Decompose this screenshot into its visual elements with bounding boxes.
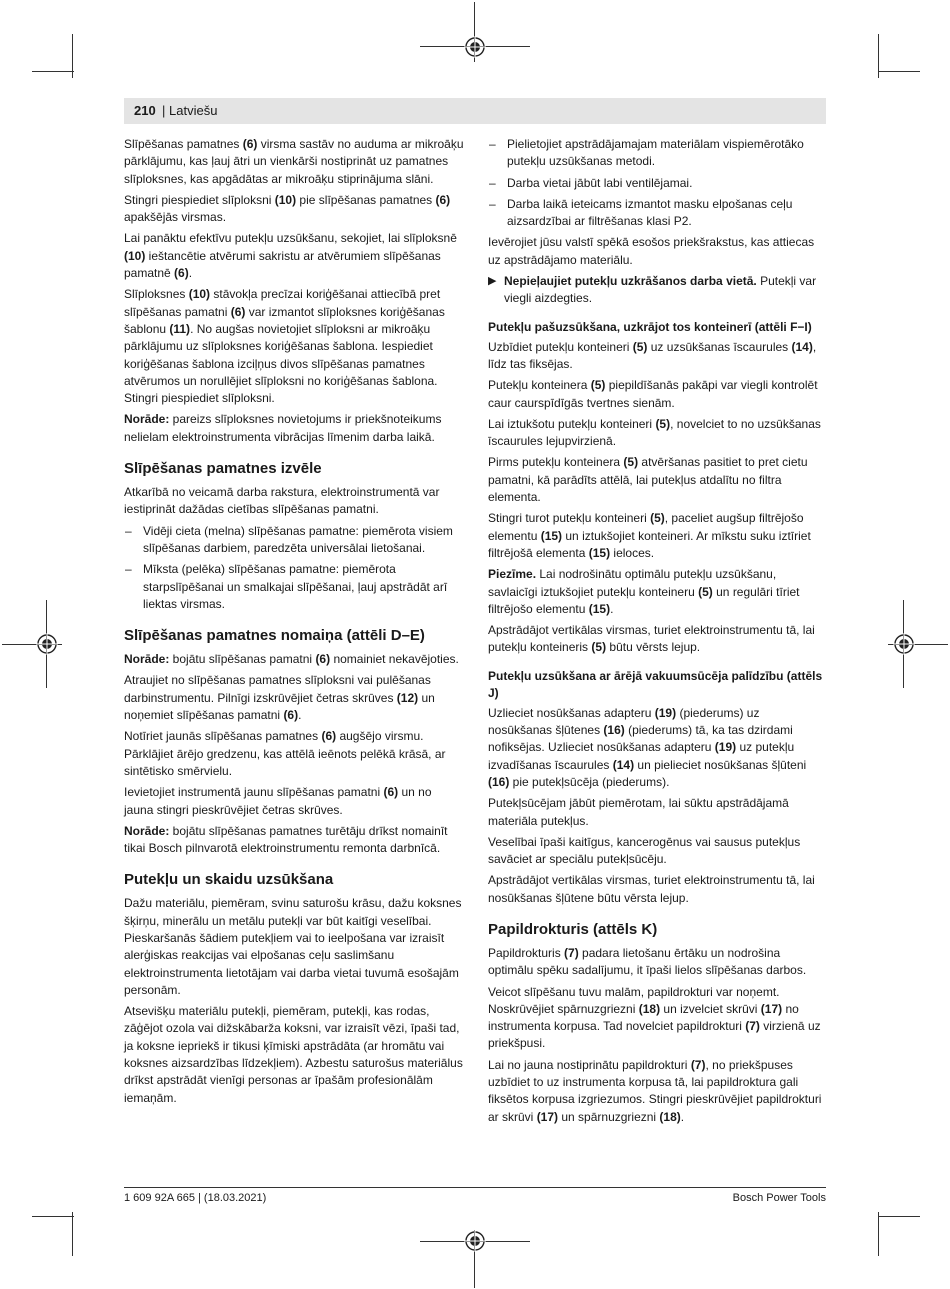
dash-bullet-icon: – bbox=[125, 562, 132, 577]
section-heading: Putekļu un skaidu uzsūkšana bbox=[124, 871, 334, 889]
dash-bullet-icon: – bbox=[489, 137, 496, 151]
paragraph: Norāde: bojātu slīpēšanas pamatnes turētāju drīkst nomainīt tikai Bosch pilnvarotā elektroinstrumentu remonta darbnīcā. bbox=[124, 823, 448, 856]
section-heading: Putekļu uzsūkšana ar ārējā vakuumsūcēja palīdzību (attēls J) bbox=[488, 668, 823, 700]
paragraph: Apstrādājot vertikālas virsmas, turiet elektroinstrumentu tā, lai putekļu konteineris (5) būtu vērsts lejup. bbox=[488, 623, 815, 655]
footer-rule bbox=[124, 1187, 826, 1188]
dash-list-item bbox=[124, 523, 464, 558]
paragraph: Uzlieciet nosūkšanas adapteru (19) (piederums) uz nosūkšanas šļūtenes (16) (piederums) tā, ka tas dzirdami nofiksējas. Uzlieciet nosūkšanas adapteru (19) uz putekļu izvadīšanas īscaurules (14) un pielieciet nosūkšanas šļūteni (16) pie putekļsūcēja (piederums). bbox=[488, 705, 807, 789]
paragraph: Lai iztukšotu putekļu konteineri (5), novelciet to no uzsūkšanas īscaurules lejupvirzienā. bbox=[488, 416, 821, 449]
paragraph: Norāde: bojātu slīpēšanas pamatni (6) nomainiet nekavējoties. bbox=[124, 652, 459, 667]
paragraph: Veicot slīpēšanu tuvu malām, papildrokturi var noņemt. Noskrūvējiet spārnuzgriezni (18) un izvelciet skrūvi (17) no instrumenta korpusa. Tad novelciet papildrokturi (7) virzienā uz priekšpusi. bbox=[488, 984, 821, 1051]
paragraph: Lai no jauna nostiprinātu papildrokturi (7), no priekšpuses uzbīdiet to uz instrumenta korpusa tā, lai papildroktura gali fiksētos korpusa izgriezumos. Stingri pieskrūvējiet papildrokturi ar skrūvi (17) un spārnuzgriezni (18). bbox=[488, 1057, 822, 1124]
crop-mark-bottom-left bbox=[72, 1212, 73, 1256]
paragraph: Stingri turot putekļu konteineri (5), paceliet augšup filtrējošo elementu (15) un iztukšojiet konteineri. Ar mīkstu suku iztīriet filtrējošā elementa (15) ieloces. bbox=[488, 511, 811, 560]
crop-mark-top-right-h bbox=[878, 71, 920, 72]
crop-mark-top-left-h bbox=[32, 71, 74, 72]
section-heading: Slīpēšanas pamatnes izvēle bbox=[124, 460, 322, 478]
paragraph: Piezīme. Lai nodrošinātu optimālu putekļu uzsūkšanu, savlaicīgi iztukšojiet putekļu konteineru (5) un regulāri tīriet filtrējošo elementu (15). bbox=[488, 567, 800, 616]
list-item-text: Nepieļaujiet putekļu uzkrāšanos darba vietā. Putekļi var viegli aizdegties. bbox=[504, 274, 817, 306]
left-column bbox=[124, 136, 464, 1111]
dash-list-item bbox=[488, 136, 826, 171]
page-number: 210 bbox=[134, 103, 156, 118]
paragraph: Slīploksnes (10) stāvokļa precīzai koriģēšanai attiecībā pret slīpēšanas pamatni (6) var izmantot slīploksnes koriģēšanas šablonu (11). No augšas novietojiet slīploksni ar mikroāķu pārklājumu uz slīploksnes koriģēšanas šablona. Iespiediet koriģēšanas šablona izciļņus divos slīpēšanas pamatnes atvērumos un norullējiet slīploksni no koriģēšanas šablona. Stingri piespiediet slīploksni. bbox=[124, 287, 445, 406]
paragraph: Lai panāktu efektīvu putekļu uzsūkšanu, sekojiet, lai slīploksnē (10) ieštancētie atvērumi sakristu ar atvērumiem slīpēšanas pamatnē (6). bbox=[124, 231, 457, 281]
paragraph: Atsevišķu materiālu putekļi, piemēram, putekļi, kas rodas, zāģējot ozola vai dižskābarža koksni, var izraisīt vēzi, īpaši tad, ja koksne iepriekš ir tikusi ķīmiski apstrādāta (ar hromātu vai koksnes aizsardzības līdzekļiem). Azbestu saturošus materiālus drīkst apstrādāt vienīgi personas ar īpašām profesionālām iemaņām. bbox=[124, 1004, 463, 1105]
registration-mark-bottom-icon bbox=[464, 1230, 486, 1252]
brand-footer: Bosch Power Tools bbox=[732, 1192, 826, 1204]
paragraph: Norāde: pareizs slīploksnes novietojums ir priekšnoteikums nelielam elektroinstrumenta vibrācijas līmenim darba laikā. bbox=[124, 412, 442, 444]
dash-bullet-icon: – bbox=[125, 523, 132, 538]
paragraph: Putekļu konteinera (5) piepildīšanās pakāpi var viegli kontrolēt caur caurspīdīgās tvertnes sienām. bbox=[488, 378, 818, 410]
paragraph: Slīpēšanas pamatnes (6) virsma sastāv no auduma ar mikroāķu pārklājumu, kas ļauj ātri un vienkārši nostiprināt uz pamatnes slīploksnes, kas apgādātas ar mikroāķu stiprinājuma slāni. bbox=[124, 137, 464, 186]
dash-bullet-icon: – bbox=[489, 196, 496, 211]
list-item-text: Darba laikā ieteicams izmantot masku elpošanas ceļu aizsardzībai ar filtrēšanas klasi P2. bbox=[507, 196, 793, 229]
paragraph: Stingri piespiediet slīploksni (10) pie slīpēšanas pamatnes (6) apakšējās virsmas. bbox=[124, 192, 451, 225]
header-separator: | bbox=[162, 103, 166, 118]
list-item-text: Pielietojiet apstrādājamajam materiālam vispiemērotāko putekļu uzsūkšanas metodi. bbox=[507, 137, 804, 169]
paragraph: Papildrokturis (7) padara lietošanu ērtāku un nodrošina optimālu spēku sadalījumu, it īpaši lielos slīpēšanas darbos. bbox=[488, 945, 807, 978]
section-heading: Papildrokturis (attēls K) bbox=[488, 920, 658, 938]
crop-mark-bottom-right-h bbox=[878, 1216, 920, 1217]
paragraph: Atkarībā no veicamā darba rakstura, elektroinstrumentā var iestiprināt dažādas cietības slīpēšanas pamatni. bbox=[124, 485, 440, 517]
paragraph: Dažu materiālu, piemēram, svinu saturošu krāsu, dažu koksnes šķirņu, minerālu un metālu putekļi var būt kaitīgi veselībai. Pieskaršanās šādiem putekļiem vai to ieelpošana var izraisīt alerģiskas reakcijas vai elpošanas ceļu saslimšanu elektroinstrumenta lietotājam vai darba vietai tuvumā esošajām personām. bbox=[124, 896, 462, 997]
crop-mark-bottom-left-h bbox=[32, 1216, 74, 1217]
page-language: Latviešu bbox=[169, 103, 218, 118]
paragraph: Uzbīdiet putekļu konteineri (5) uz uzsūkšanas īscaurules (14), līdz tas fiksējas. bbox=[488, 339, 817, 371]
dash-list-item bbox=[488, 196, 826, 231]
paragraph: Pirms putekļu konteinera (5) atvēršanas pasitiet to pret cietu pamatni, kā parādīts attēlā, lai putekļus atdalītu no filtra elementa. bbox=[488, 455, 808, 505]
registration-mark-left-icon bbox=[36, 633, 58, 655]
paragraph: Putekļsūcējam jābūt piemērotam, lai sūktu apstrādājamā materiāla putekļus. bbox=[488, 796, 789, 828]
section-heading: Slīpēšanas pamatnes nomaiņa (attēli D–E) bbox=[124, 627, 425, 645]
arrow-bullet-icon: ▶ bbox=[488, 275, 497, 288]
paragraph: Notīriet jaunās slīpēšanas pamatnes (6) augšējo virsmu. Pārklājiet ārējo gredzenu, kas attēlā ieēnots pelēkā krāsā, ar sintētisko smērvielu. bbox=[124, 729, 446, 778]
registration-mark-right-icon bbox=[893, 633, 915, 655]
page-header-band bbox=[124, 98, 826, 124]
dash-list-item bbox=[124, 561, 464, 613]
paragraph: Ievietojiet instrumentā jaunu slīpēšanas pamatni (6) un no jauna stingri pieskrūvējiet četras skrūves. bbox=[124, 785, 432, 817]
document-number: 1 609 92A 665 | (18.03.2021) bbox=[124, 1192, 267, 1204]
list-item-text: Vidēji cieta (melna) slīpēšanas pamatne: piemērota visiem slīpēšanas darbiem, paredzēta universālai lietošanai. bbox=[143, 523, 453, 555]
paragraph: Apstrādājot vertikālas virsmas, turiet elektroinstrumentu tā, lai nosūkšanas šļūtene būtu vērsta lejup. bbox=[488, 873, 815, 905]
list-item-text: Darba vietai jābūt labi ventilējamai. bbox=[507, 175, 693, 190]
right-column bbox=[488, 136, 826, 1130]
dash-bullet-icon: – bbox=[489, 175, 496, 190]
dash-list-item bbox=[488, 175, 826, 192]
paragraph: Atraujiet no slīpēšanas pamatnes slīploksni vai pulēšanas darbinstrumentu. Pilnīgi izskrūvējiet četras skrūves (12) un noņemiet slīpēšanas pamatni (6). bbox=[124, 673, 435, 723]
list-item-text: Mīksta (pelēka) slīpēšanas pamatne: piemērota starpslīpēšanai un smalkajai slīpēšanai, ļauj apstrādāt arī liektas virsmas. bbox=[143, 562, 448, 611]
registration-mark-top-icon bbox=[464, 36, 486, 58]
section-heading: Putekļu pašuzsūkšana, uzkrājot tos konteinerī (attēli F−I) bbox=[488, 319, 812, 334]
warning-list-item bbox=[488, 273, 826, 308]
paragraph: Ievērojiet jūsu valstī spēkā esošos priekšrakstus, kas attiecas uz apstrādājamo materiālu. bbox=[488, 235, 815, 267]
crop-mark-bottom-right bbox=[878, 1212, 879, 1256]
paragraph: Veselībai īpaši kaitīgus, kancerogēnus vai sausus putekļus savāciet ar speciālu putekļsūcēju. bbox=[488, 834, 801, 867]
